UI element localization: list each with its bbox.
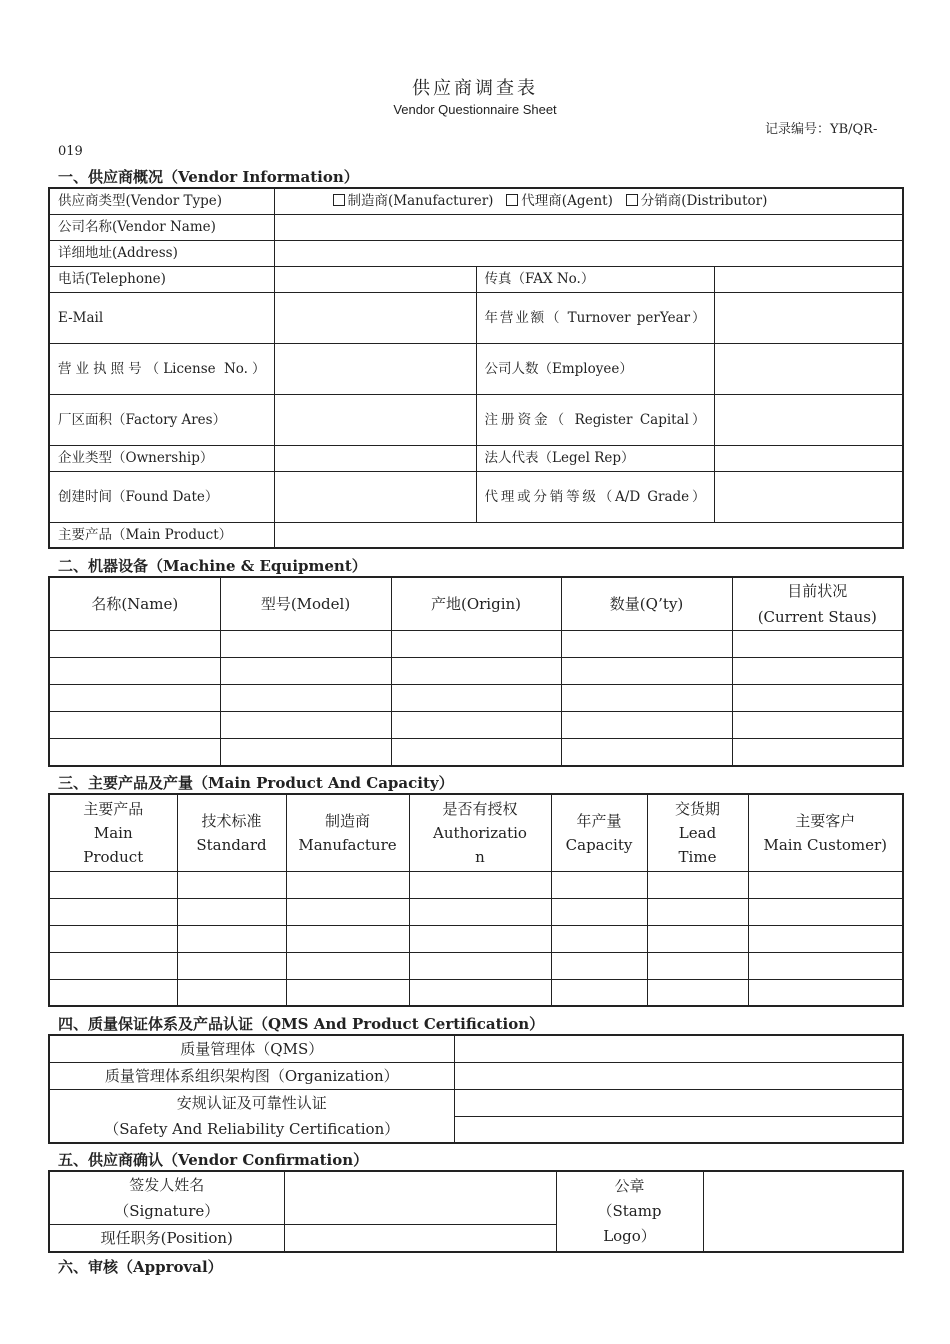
qms-field[interactable]: [454, 1035, 903, 1062]
table-row: [49, 979, 903, 1006]
turnover-label: 年营业额（ Turnover perYear）: [476, 292, 714, 343]
telephone-label: 电话(Telephone): [49, 266, 274, 292]
vendor-type-label: 供应商类型(Vendor Type): [49, 188, 274, 214]
found-date-label: 创建时间（Found Date）: [49, 471, 274, 522]
capital-field[interactable]: [714, 394, 903, 445]
product-col-main-en1: Main: [93, 823, 133, 842]
section-4-heading: 四、质量保证体系及产品认证（QMS And Product Certification）: [58, 1015, 545, 1033]
safety-certification-field-2[interactable]: [454, 1116, 903, 1143]
product-col-lead-time-cn: 交货期: [674, 799, 720, 818]
employee-field[interactable]: [714, 343, 903, 394]
equipment-col-status-en: (Current Staus): [757, 608, 877, 626]
signature-label-en: （Signature）: [114, 1202, 220, 1220]
table-row: [49, 925, 903, 952]
factory-area-field[interactable]: [274, 394, 476, 445]
document-subtitle: Vendor Questionnaire Sheet: [393, 102, 557, 117]
section-2-heading: 二、机器设备（Machine & Equipment）: [58, 557, 367, 575]
table-row: [49, 685, 903, 712]
ownership-field[interactable]: [274, 445, 476, 471]
product-col-customer: [748, 794, 903, 871]
signature-label-cn: 签发人姓名: [129, 1176, 205, 1194]
address-field[interactable]: [274, 240, 903, 266]
stamp-field[interactable]: [703, 1171, 903, 1252]
stamp-label-en1: （Stamp: [597, 1201, 662, 1220]
product-col-standard-cn: 技术标准: [201, 811, 262, 830]
capital-label: 注册资金（ Register Capital）: [476, 394, 714, 445]
stamp-label: [556, 1171, 703, 1252]
safety-certification-cn: 安规认证及可靠性认证: [176, 1093, 327, 1112]
legal-rep-label: 法人代表（Legel Rep）: [476, 445, 714, 471]
equipment-col-status: [732, 577, 903, 631]
product-col-capacity: [551, 794, 647, 871]
signature-label: [49, 1171, 284, 1225]
product-col-main-cn: 主要产品: [83, 799, 144, 818]
main-product-label: 主要产品（Main Product）: [49, 522, 274, 548]
table-row: [49, 739, 903, 766]
equipment-col-status-cn: 目前状况: [787, 582, 848, 600]
equipment-col-model: 型号(Model): [220, 577, 391, 631]
table-row: [49, 631, 903, 658]
fax-label: 传真（FAX No.）: [476, 266, 714, 292]
safety-certification-label: [49, 1089, 454, 1143]
equipment-table: [48, 576, 904, 767]
product-col-lead-time: [647, 794, 748, 871]
table-row: [49, 712, 903, 739]
distributor-option: 分销商(Distributor): [640, 193, 768, 210]
stamp-label-en2: Logo）: [603, 1226, 656, 1245]
vendor-confirmation-table: [48, 1170, 904, 1253]
product-col-authorization-en2: n: [475, 847, 485, 866]
position-label: 现任职务(Position): [49, 1225, 284, 1252]
safety-certification-en: （Safety And Reliability Certification）: [104, 1119, 400, 1138]
manufacturer-checkbox[interactable]: [333, 194, 345, 206]
product-col-manufacture-cn: 制造商: [324, 811, 370, 830]
manufacturer-option: 制造商(Manufacturer): [347, 193, 494, 210]
main-product-field[interactable]: [274, 522, 903, 548]
product-col-main: [49, 794, 177, 871]
vendor-type-options: [274, 188, 903, 214]
vendor-info-table: [48, 187, 904, 549]
product-col-standard-en: Standard: [196, 835, 267, 854]
equipment-col-origin: 产地(Origin): [391, 577, 561, 631]
stamp-label-cn: 公章: [614, 1176, 645, 1195]
vendor-name-label: 公司名称(Vendor Name): [49, 214, 274, 240]
product-col-manufacture: [286, 794, 409, 871]
section-6-heading: 六、审核（Approval）: [58, 1258, 223, 1276]
found-date-field[interactable]: [274, 471, 476, 522]
email-label: E-Mail: [49, 292, 274, 343]
qms-label: 质量管理体（QMS）: [49, 1035, 454, 1062]
product-col-lead-time-en2: Time: [678, 847, 717, 866]
product-capacity-table: [48, 793, 904, 1007]
product-col-customer-cn: 主要客户: [795, 811, 856, 830]
table-row: [49, 898, 903, 925]
product-col-lead-time-en1: Lead: [678, 823, 717, 842]
ownership-label: 企业类型（Ownership）: [49, 445, 274, 471]
grade-label: 代理或分销等级（A/D Grade）: [476, 471, 714, 522]
turnover-field[interactable]: [714, 292, 903, 343]
grade-field[interactable]: [714, 471, 903, 522]
table-row: [49, 658, 903, 685]
agent-option: 代理商(Agent): [521, 193, 613, 210]
product-col-standard: [177, 794, 286, 871]
legal-rep-field[interactable]: [714, 445, 903, 471]
equipment-col-qty: 数量(Q’ty): [561, 577, 732, 631]
section-3-heading: 三、主要产品及产量（Main Product And Capacity）: [58, 774, 454, 792]
vendor-name-field[interactable]: [274, 214, 903, 240]
product-col-authorization: [409, 794, 551, 871]
product-col-capacity-cn: 年产量: [576, 811, 622, 830]
record-number: 记录编号：YB/QR-: [765, 122, 878, 137]
email-field[interactable]: [274, 292, 476, 343]
section-5-heading: 五、供应商确认（Vendor Confirmation）: [58, 1151, 369, 1169]
license-label: 营业执照号（License No.）: [49, 343, 274, 394]
equipment-col-name: 名称(Name): [49, 577, 220, 631]
factory-area-label: 厂区面积（Factory Ares）: [49, 394, 274, 445]
safety-certification-field-1[interactable]: [454, 1089, 903, 1116]
product-col-manufacture-en: Manufacture: [298, 835, 397, 854]
product-col-capacity-en: Capacity: [565, 835, 633, 854]
product-col-customer-en: Main Customer): [763, 835, 888, 854]
position-field[interactable]: [284, 1225, 556, 1252]
address-label: 详细地址(Address): [49, 240, 274, 266]
employee-label: 公司人数（Employee）: [476, 343, 714, 394]
telephone-field[interactable]: [274, 266, 476, 292]
section-1-heading: 一、供应商概况（Vendor Information）: [58, 168, 359, 186]
product-col-authorization-cn: 是否有授权: [442, 799, 518, 818]
product-col-main-en2: Product: [83, 847, 144, 866]
product-col-authorization-en1: Authorizatio: [433, 823, 527, 842]
license-field[interactable]: [274, 343, 476, 394]
organization-field[interactable]: [454, 1062, 903, 1089]
organization-label: 质量管理体系组织架构图（Organization）: [49, 1062, 454, 1089]
qms-table: [48, 1034, 904, 1144]
table-row: [49, 952, 903, 979]
agent-checkbox[interactable]: [506, 194, 518, 206]
document-title: 供应商调查表: [412, 78, 538, 99]
signature-field[interactable]: [284, 1171, 556, 1225]
fax-field[interactable]: [714, 266, 903, 292]
distributor-checkbox[interactable]: [626, 194, 638, 206]
table-row: [49, 871, 903, 898]
record-number-suffix: 019: [58, 144, 83, 159]
